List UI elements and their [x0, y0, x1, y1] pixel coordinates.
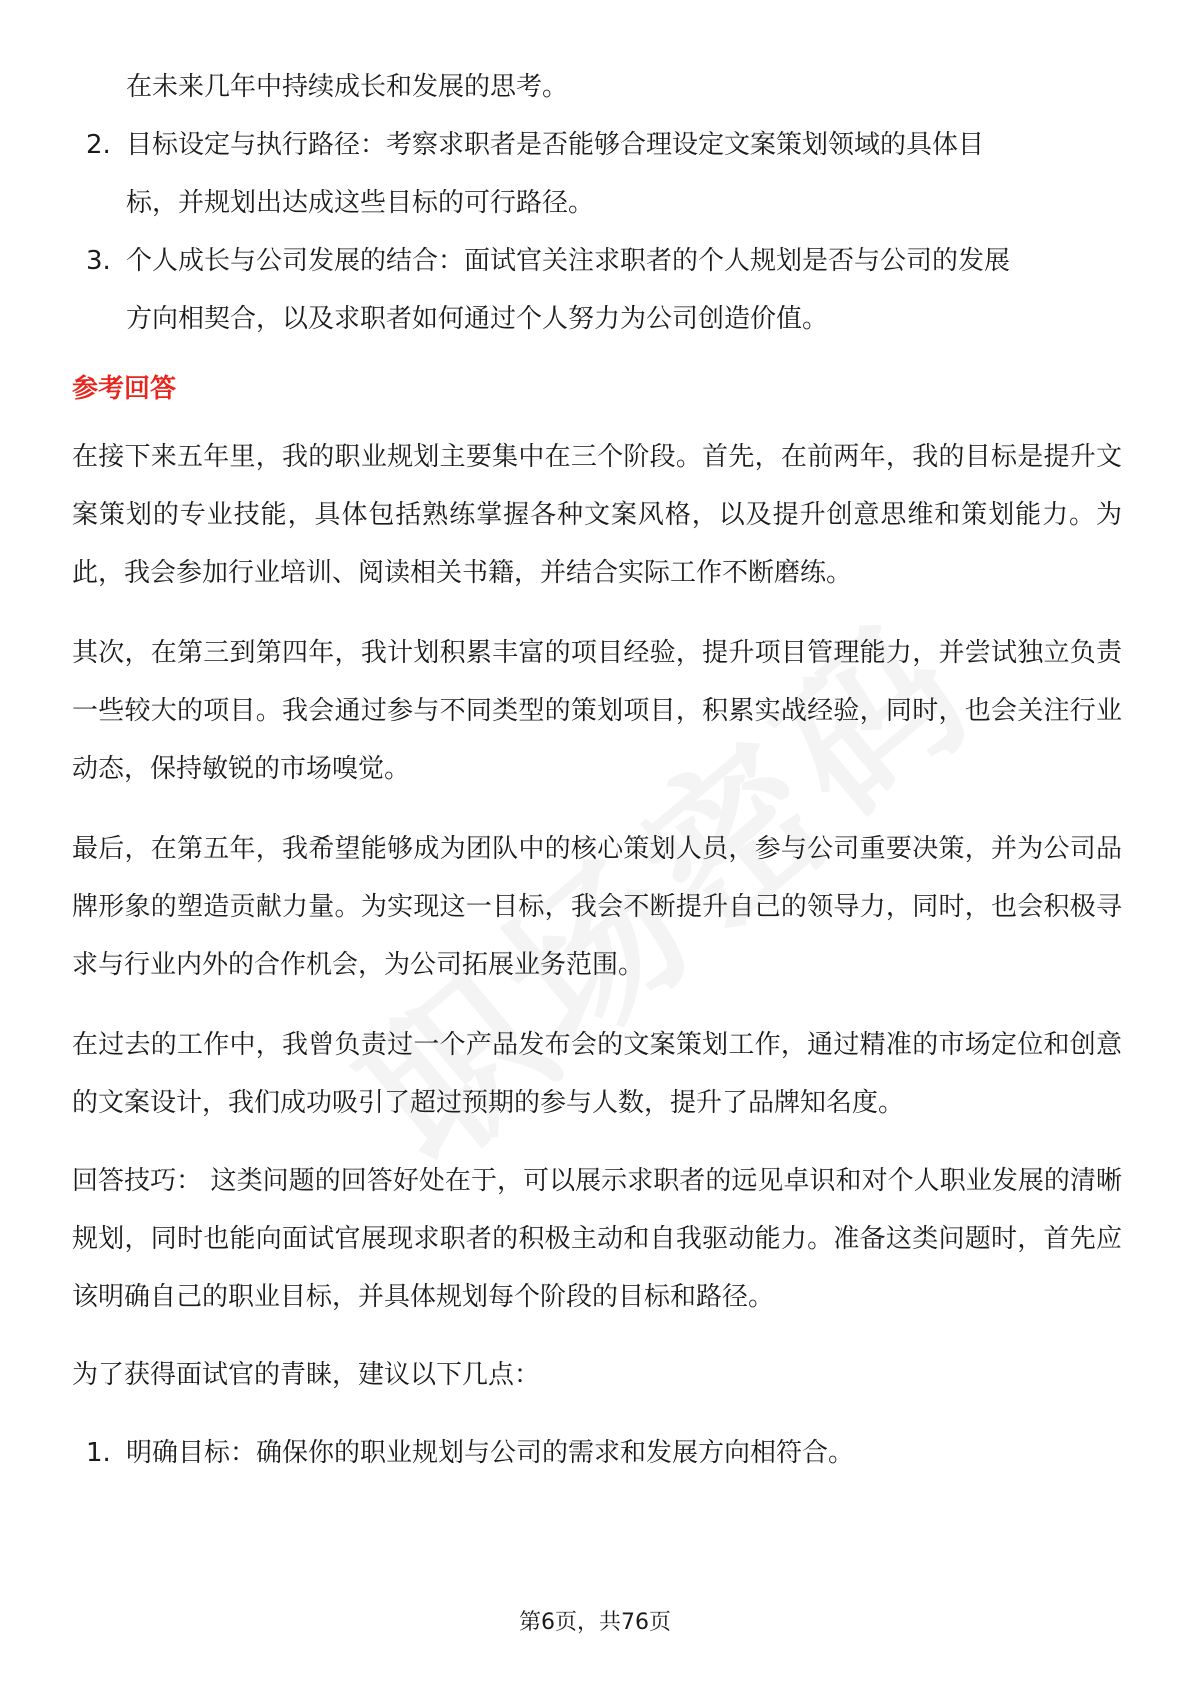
answer-tips-paragraph: 回答技巧： 这类问题的回答好处在于，可以展示求职者的远见卓识和对个人职业发展的清晰规划，同时也能向面试官展现求职者的积极主动和自我驱动能力。准备这类问题时，首先应该明确自己的职业目标，并具体规划每个阶段的目标和路径。 [72, 1166, 1122, 1312]
list-item [72, 232, 1122, 348]
page-content [72, 58, 1122, 1482]
section-heading: 参考回答 [72, 374, 177, 404]
list-item [72, 1424, 1122, 1482]
list-item-text: 标，并规划出达成这些目标的可行路径。 [126, 188, 595, 218]
paragraph: 在过去的工作中，我曾负责过一个产品发布会的文案策划工作，通过精准的市场定位和创意的文案设计，我们成功吸引了超过预期的参与人数，提升了品牌知名度。 [72, 1030, 1122, 1118]
list-item [72, 116, 1122, 232]
list-item-number: 1. [86, 1438, 111, 1468]
list-item-text: 个人成长与公司发展的结合：面试官关注求职者的个人规划是否与公司的发展 [126, 246, 1011, 276]
page-number-footer: 第6页，共76页 [519, 1610, 671, 1635]
paragraph: 在接下来五年里，我的职业规划主要集中在三个阶段。首先，在前两年，我的目标是提升文案策划的专业技能，具体包括熟练掌握各种文案风格，以及提升创意思维和策划能力。为此，我会参加行业培训、阅读相关书籍，并结合实际工作不断磨练。 [72, 442, 1122, 588]
tips-list [72, 1424, 1122, 1482]
list-item-continuation: 在未来几年中持续成长和发展的思考。 [126, 72, 569, 102]
paragraph: 为了获得面试官的青睐，建议以下几点： [72, 1360, 541, 1390]
list-item-text: 目标设定与执行路径：考察求职者是否能够合理设定文案策划领域的具体目 [126, 130, 985, 160]
list-item-number: 3. [86, 246, 111, 276]
intro-list [72, 116, 1122, 348]
list-item-text: 明确目标：确保你的职业规划与公司的需求和发展方向相符合。 [126, 1438, 855, 1468]
list-item-text: 方向相契合，以及求职者如何通过个人努力为公司创造价值。 [126, 304, 829, 334]
list-item-number: 2. [86, 130, 111, 160]
paragraph: 其次，在第三到第四年，我计划积累丰富的项目经验，提升项目管理能力，并尝试独立负责一些较大的项目。我会通过参与不同类型的策划项目，积累实战经验，同时，也会关注行业动态，保持敏锐的市场嗅觉。 [72, 638, 1122, 784]
paragraph: 最后，在第五年，我希望能够成为团队中的核心策划人员，参与公司重要决策，并为公司品牌形象的塑造贡献力量。为实现这一目标，我会不断提升自己的领导力，同时，也会积极寻求与行业内外的合作机会，为公司拓展业务范围。 [72, 834, 1122, 980]
